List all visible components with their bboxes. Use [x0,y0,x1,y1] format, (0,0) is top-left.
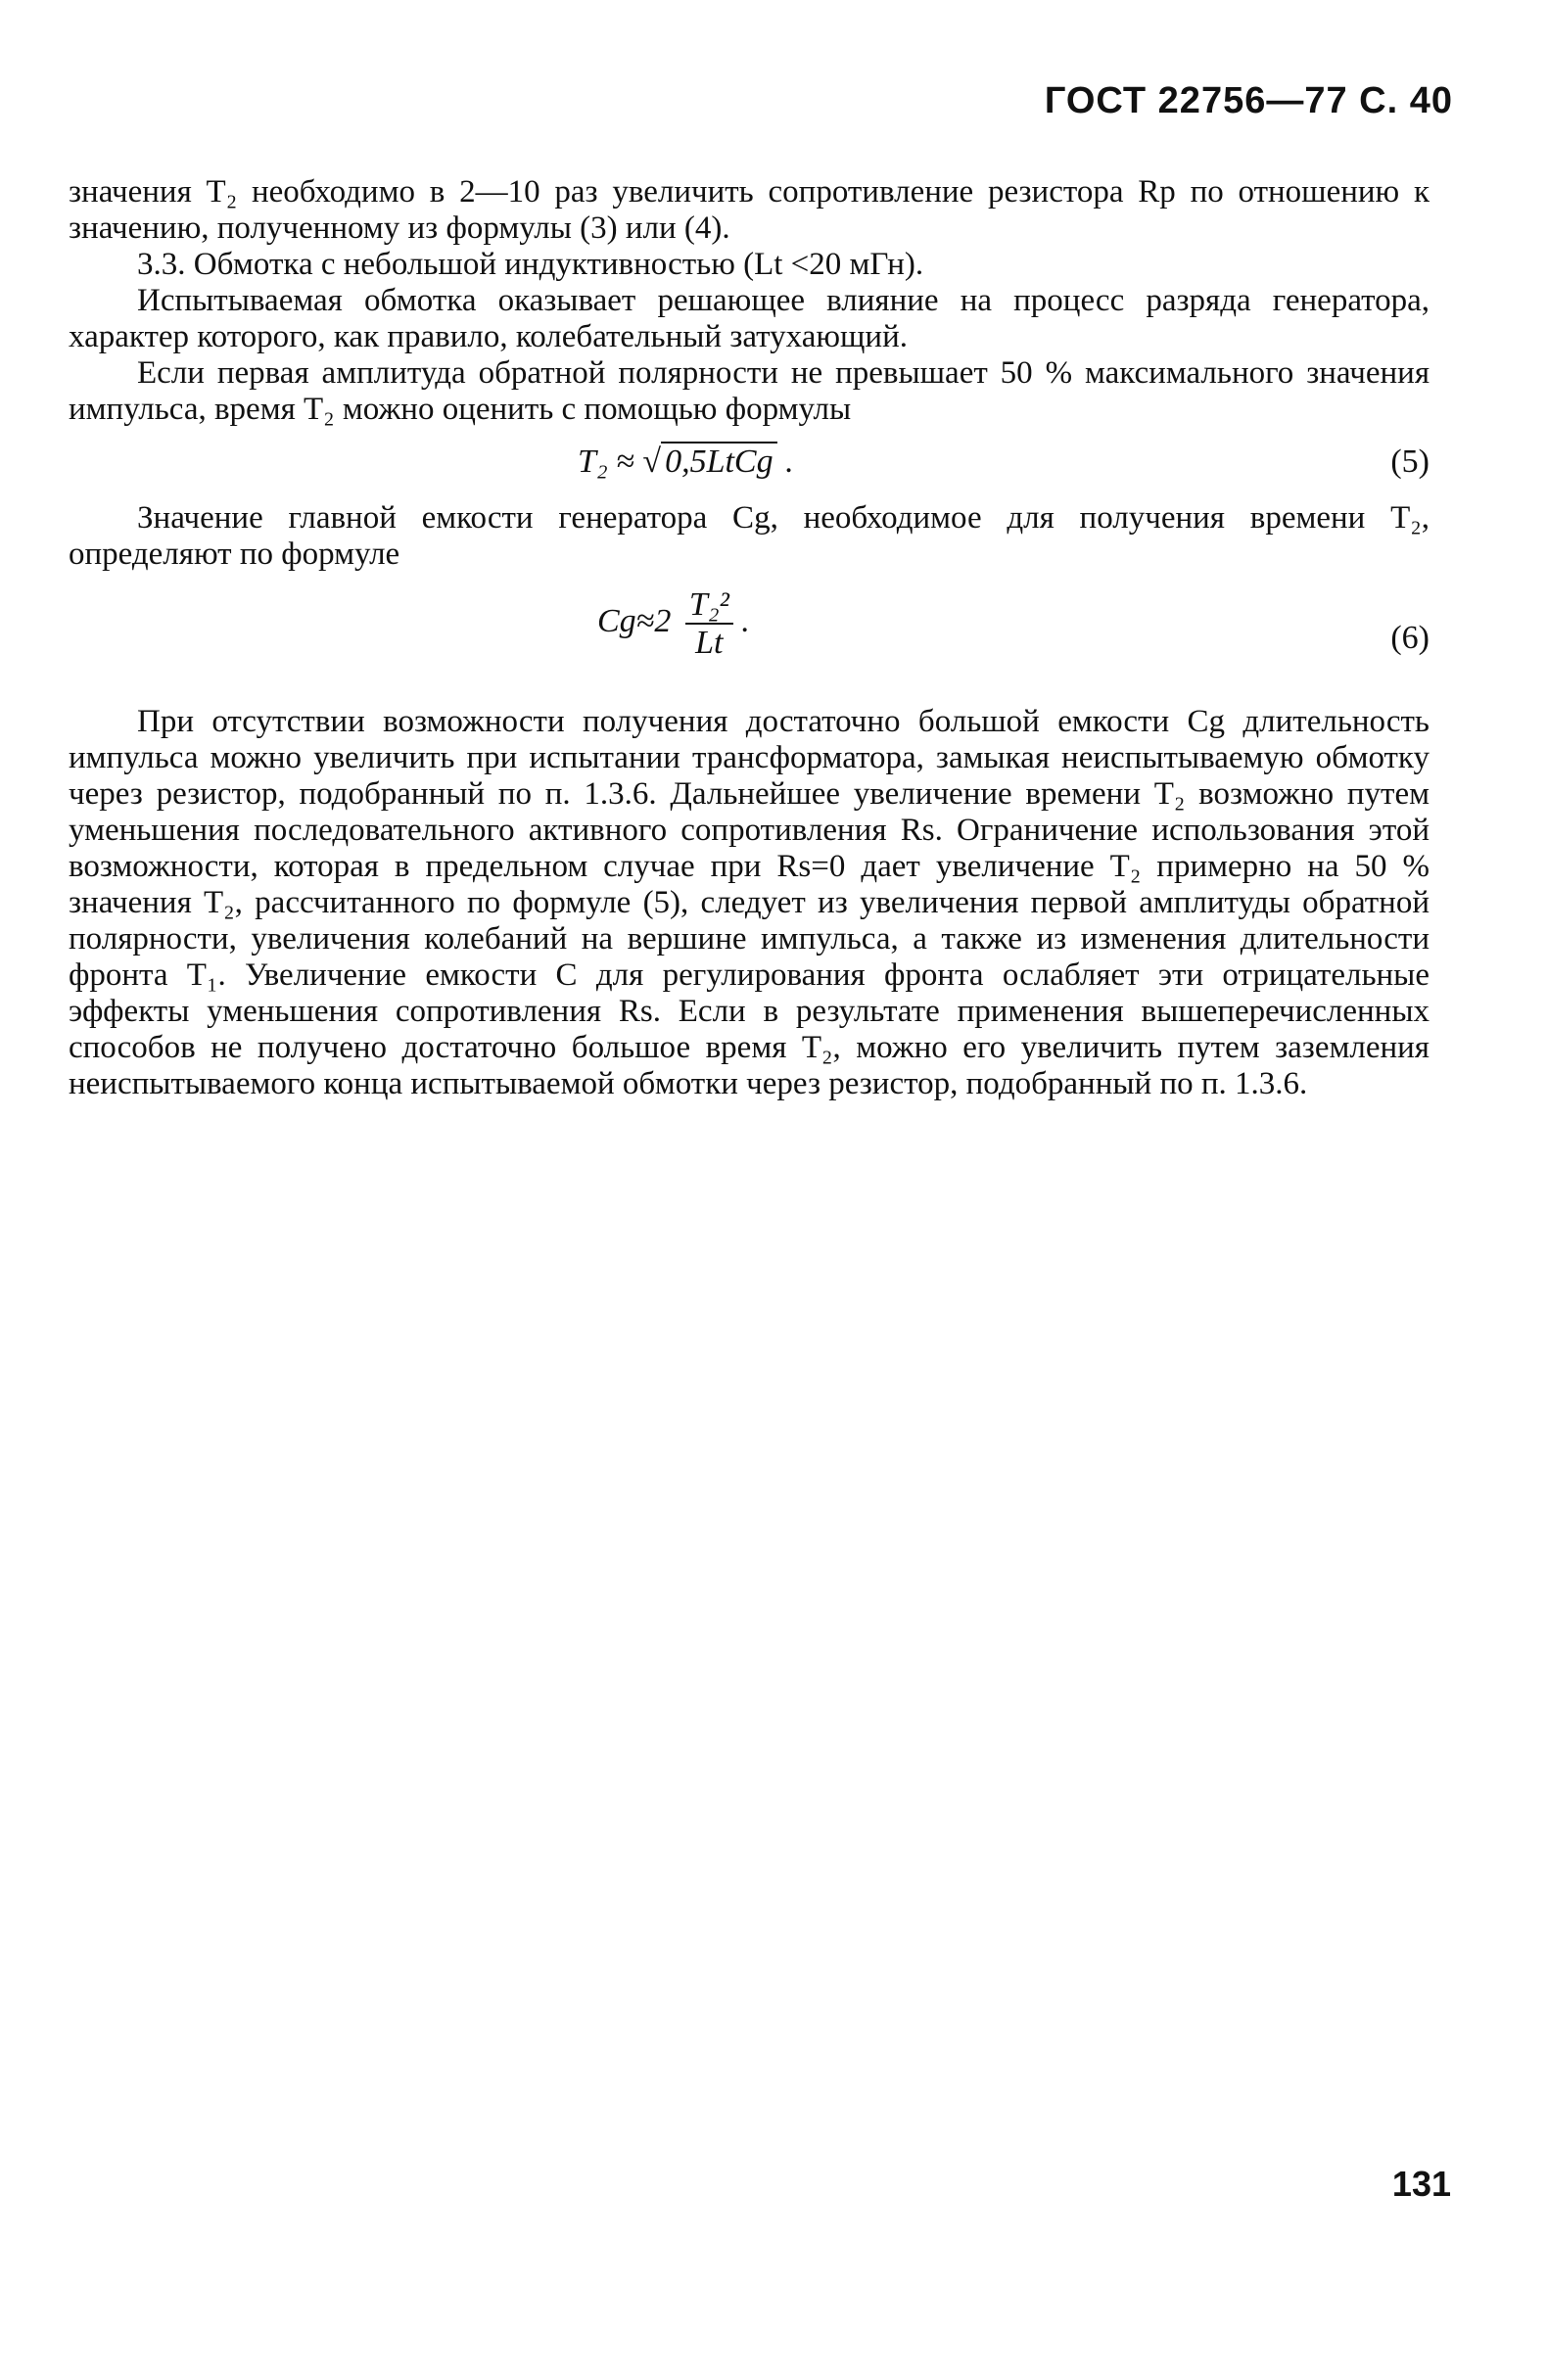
formula-6-lhs: Cg≈2 [597,602,672,639]
formula-6 [69,579,1430,694]
page-header: ГОСТ 22756—77 С. 40 [1044,80,1453,121]
formula-5 [69,436,1430,496]
page-number: 131 [1391,2164,1451,2204]
paragraph-5: Значение главной емкости генератора Cg, необходимое для получения времени T₂, определяют по формуле [69,500,1430,572]
formula-5-expression [578,443,794,480]
formula-5-number: (5) [1390,443,1430,480]
formula-5-lhs: T₂ ≈ [578,443,634,480]
section-heading-3-3: 3.3. Обмотка с небольшой индуктивностью (Lt <20 мГн). [137,247,924,282]
formula-6-expression [597,586,750,661]
formula-6-number: (6) [1390,620,1430,656]
paragraph-1: значения T₂ необходимо в 2—10 раз увеличить сопротивление резистора Rp по отношению к значению, полученному из формулы (3) или (4). [69,174,1430,246]
formula-5-tail: . [776,443,794,480]
formula-6-denominator: Lt [695,625,724,661]
document-body [69,174,1430,1102]
sqrt-sign-icon: √ [642,443,662,480]
paragraph-3: Испытываемая обмотка оказывает решающее влияние на процесс разряда генератора, характер которого, как правило, колебательный затухающий. [69,283,1430,354]
formula-6-fraction [685,586,733,661]
paragraph-4: Если первая амплитуда обратной полярности не превышает 50 % максимального значения импульса, время T₂ можно оценить с помощью формулы [69,355,1430,427]
formula-6-tail: . [732,602,750,639]
paragraph-6: При отсутствии возможности получения достаточно большой емкости Cg длительность импульса можно увеличить при испытании трансформатора, замыкая неиспытываемую обмотку через резистор, подобранный по п. 1.3.6. Дальнейшее увеличение времени T₂ возможно путем уменьшения последовательного активного сопротивления Rs. Ограничение использования этой возможности, которая в предельном случае при Rs=0 дает увеличение T₂ примерно на 50 % значения T₂, рассчитанного по формуле (5), следует из увеличения первой амплитуды обратной полярности, увеличения колебаний на вершине импульса, а также из изменения длительности фронта T₁. Увеличение емкости C для регулирования фронта ослабляет эти отрицательные эффекты уменьшения сопротивления Rs. Если в результате применения вышеперечисленных способов не получено достаточно большое время T₂, можно его увеличить путем заземления неиспытываемого конца испытываемой обмотки через резистор, подобранный по п. 1.3.6. [69,704,1430,1101]
formula-5-radicand: 0,5LtCg [661,442,777,480]
formula-6-numerator: T₂² [685,586,733,625]
